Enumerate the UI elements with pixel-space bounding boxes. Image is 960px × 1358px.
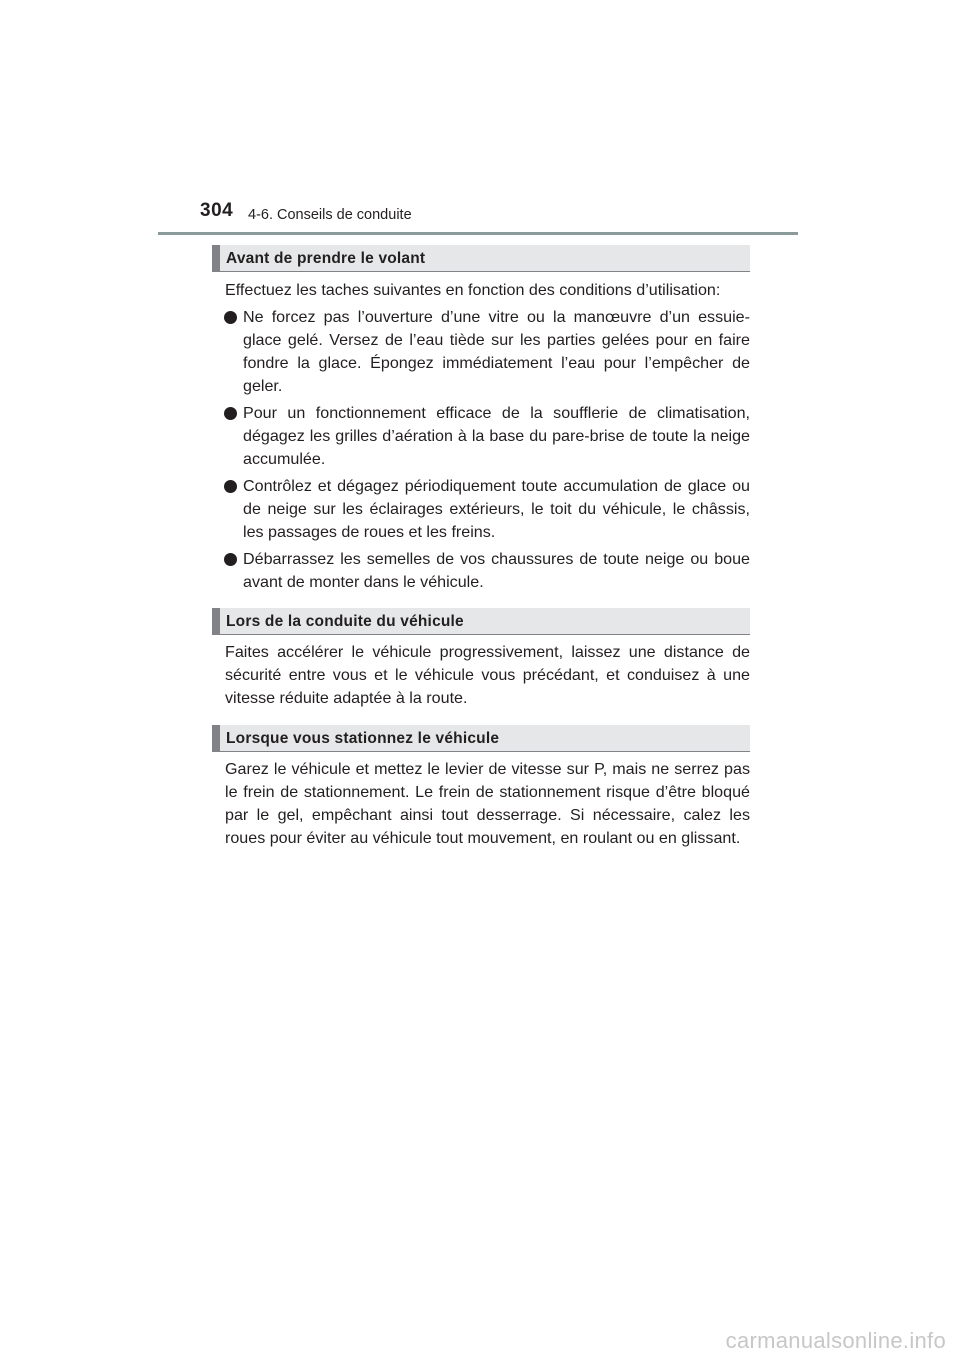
list-item-text: Contrôlez et dégagez périodiquement toute accumulation de glace ou de neige sur les éclairages extérieurs, le toit du véhicule, le châssis, les passages de roues et les freins. (243, 477, 750, 541)
list-item (225, 306, 750, 398)
bullet-icon (224, 480, 237, 493)
section-paragraph: Faites accélérer le véhicule progressivement, laissez une distance de sécurité entre vous et le véhicule vous précédant, et conduisez à une vitesse réduite adaptée à la route. (225, 643, 750, 707)
bullet-icon (224, 311, 237, 324)
list-item (225, 475, 750, 544)
section-heading-before-driving: Avant de prendre le volant (212, 245, 750, 272)
bullet-icon (224, 553, 237, 566)
header-rule (158, 232, 798, 235)
checklist (225, 306, 750, 594)
page-number: 304 (200, 200, 234, 221)
bullet-icon (224, 407, 237, 420)
chapter-title: 4-6. Conseils de conduite (248, 207, 412, 223)
list-item-text: Ne forcez pas l’ouverture d’une vitre ou la manœuvre d’un essuie-glace gelé. Versez de l’eau tiède sur les parties gelées pour en faire fondre la glace. Épongez immédiatement l’eau pour l’empêcher de geler. (243, 308, 750, 395)
page-content (212, 245, 750, 850)
list-item (225, 402, 750, 471)
section-paragraph: Garez le véhicule et mettez le levier de vitesse sur P, mais ne serrez pas le frein de stationnement. Le frein de stationnement risque d’être bloqué par le gel, empêchant ainsi tout desserrage. Si nécessaire, calez les roues pour éviter au véhicule tout mouvement, en roulant ou en glissant. (225, 760, 750, 847)
section-heading-while-driving: Lors de la conduite du véhicule (212, 608, 750, 635)
watermark: carmanualsonline.info (725, 1328, 946, 1353)
section-intro: Effectuez les taches suivantes en fonction des conditions d’utilisation: (225, 281, 721, 299)
list-item (225, 548, 750, 594)
list-item-text: Débarrassez les semelles de vos chaussures de toute neige ou boue avant de monter dans le véhicule. (243, 550, 750, 591)
section-heading-parking: Lorsque vous stationnez le véhicule (212, 725, 750, 752)
list-item-text: Pour un fonctionnement efficace de la soufflerie de climatisation, dégagez les grilles d’aération à la base du pare-brise de toute la neige accumulée. (243, 404, 750, 468)
